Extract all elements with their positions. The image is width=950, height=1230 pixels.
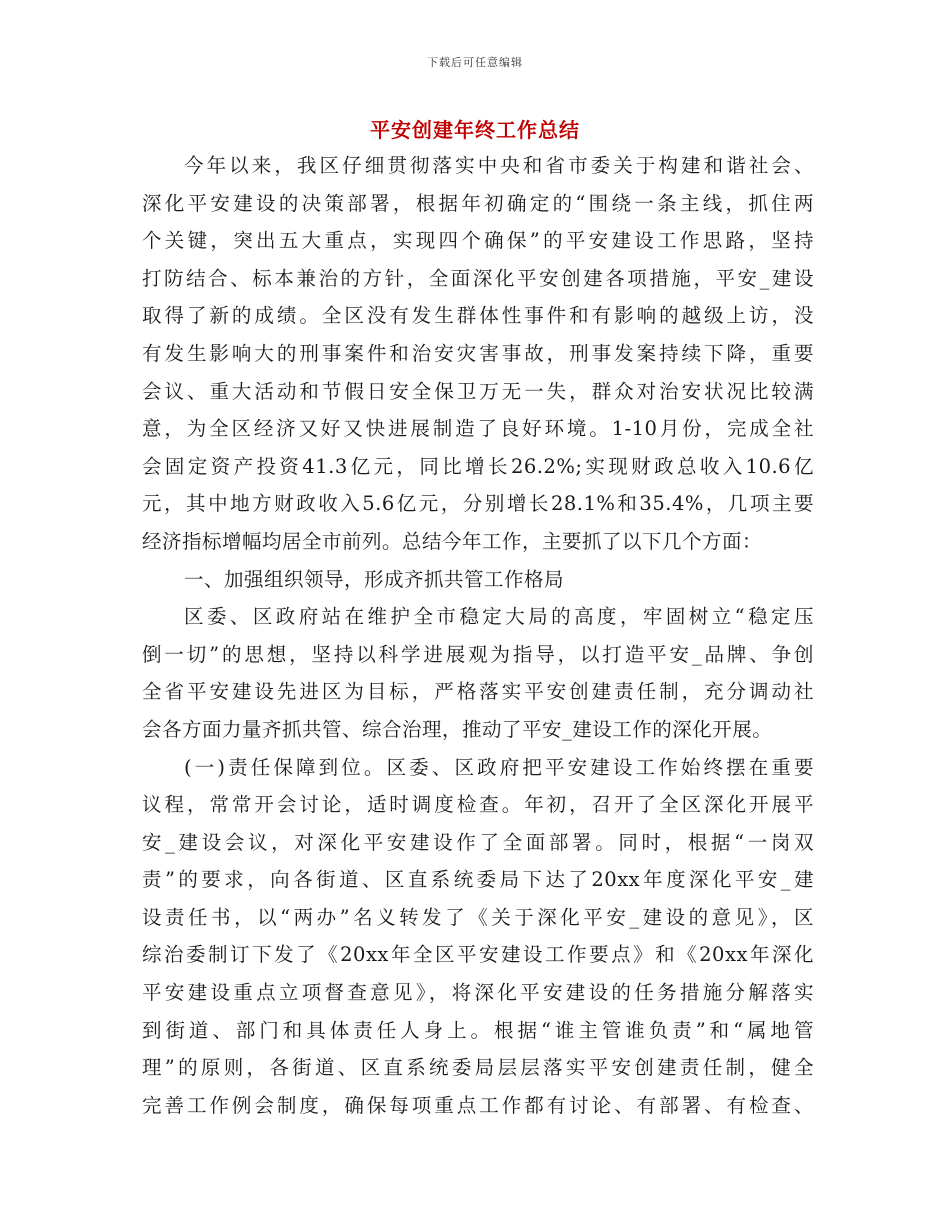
paragraph-line: 深化平安建设的决策部署，根据年初确定的“围绕一条主线，抓住两 [142, 191, 814, 215]
paragraph-line: 经济指标增幅均居全市前列。总结今年工作，主要抓了以下几个方面： [142, 529, 763, 553]
paragraph-line: 安_建设会议，对深化平安建设作了全面部署。同时，根据“一岗双 [142, 830, 814, 854]
paragraph-line: 取得了新的成绩。全区没有发生群体性事件和有影响的越级上访，没 [142, 304, 814, 328]
paragraph-line: 到街道、部门和具体责任人身上。根据“谁主管谁负责”和“属地管 [142, 1018, 814, 1042]
document-title: 平安创建年终工作总结 [370, 118, 580, 142]
paragraph-line: 平安建设重点立项督查意见》，将深化平安建设的任务措施分解落实 [142, 981, 814, 1005]
paragraph-line: 倒一切”的思想，坚持以科学进展观为指导，以打造平安_品牌、争创 [142, 642, 814, 666]
paragraph-line: 一、加强组织领导，形成齐抓共管工作格局 [184, 567, 565, 591]
paragraph-line: 意，为全区经济又好又快进展制造了良好环境。1-10月份，完成全社 [142, 417, 814, 441]
paragraph-line: 打防结合、标本兼治的方针，全面深化平安创建各项措施，平安_建设 [142, 266, 814, 290]
paragraph-line: (一)责任保障到位。区委、区政府把平安建设工作始终摆在重要 [184, 755, 814, 779]
document-body [142, 147, 814, 1124]
paragraph-line: 全省平安建设先进区为目标，严格落实平安创建责任制，充分调动社 [142, 680, 814, 704]
header-note: 下载后可任意编辑 [427, 56, 523, 69]
paragraph-line: 有发生影响大的刑事案件和治安灾害事故，刑事发案持续下降，重要 [142, 341, 814, 365]
paragraph-line: 设责任书，以“两办”名义转发了《关于深化平安_建设的意见》，区 [142, 905, 814, 929]
paragraph-line: 会各方面力量齐抓共管、综合治理，推动了平安_建设工作的深化开展。 [142, 717, 773, 741]
paragraph-line: 区委、区政府站在维护全市稳定大局的高度，牢固树立“稳定压 [184, 605, 814, 629]
paragraph-line: 会固定资产投资41.3亿元，同比增长26.2%;实现财政总收入10.6亿 [142, 454, 814, 478]
paragraph-line: 责”的要求，向各街道、区直系统委局下达了20xx年度深化平安_建 [142, 868, 814, 892]
paragraph-line: 议程，常常开会讨论，适时调度检查。年初，召开了全区深化开展平 [142, 793, 814, 817]
paragraph-line: 今年以来，我区仔细贯彻落实中央和省市委关于构建和谐社会、 [184, 154, 814, 177]
paragraph-line: 完善工作例会制度，确保每项重点工作都有讨论、有部署、有检查、 [142, 1093, 814, 1117]
paragraph-line: 理”的原则，各街道、区直系统委局层层落实平安创建责任制，健全 [142, 1056, 814, 1080]
paragraph-line: 元，其中地方财政收入5.6亿元，分别增长28.1%和35.4%，几项主要 [142, 492, 814, 516]
paragraph-line: 个关键，突出五大重点，实现四个确保”的平安建设工作思路，坚持 [142, 229, 814, 253]
paragraph-line: 综治委制订下发了《20xx年全区平安建设工作要点》和《20xx年深化 [142, 943, 814, 967]
paragraph-line: 会议、重大活动和节假日安全保卫万无一失，群众对治安状况比较满 [142, 379, 814, 403]
